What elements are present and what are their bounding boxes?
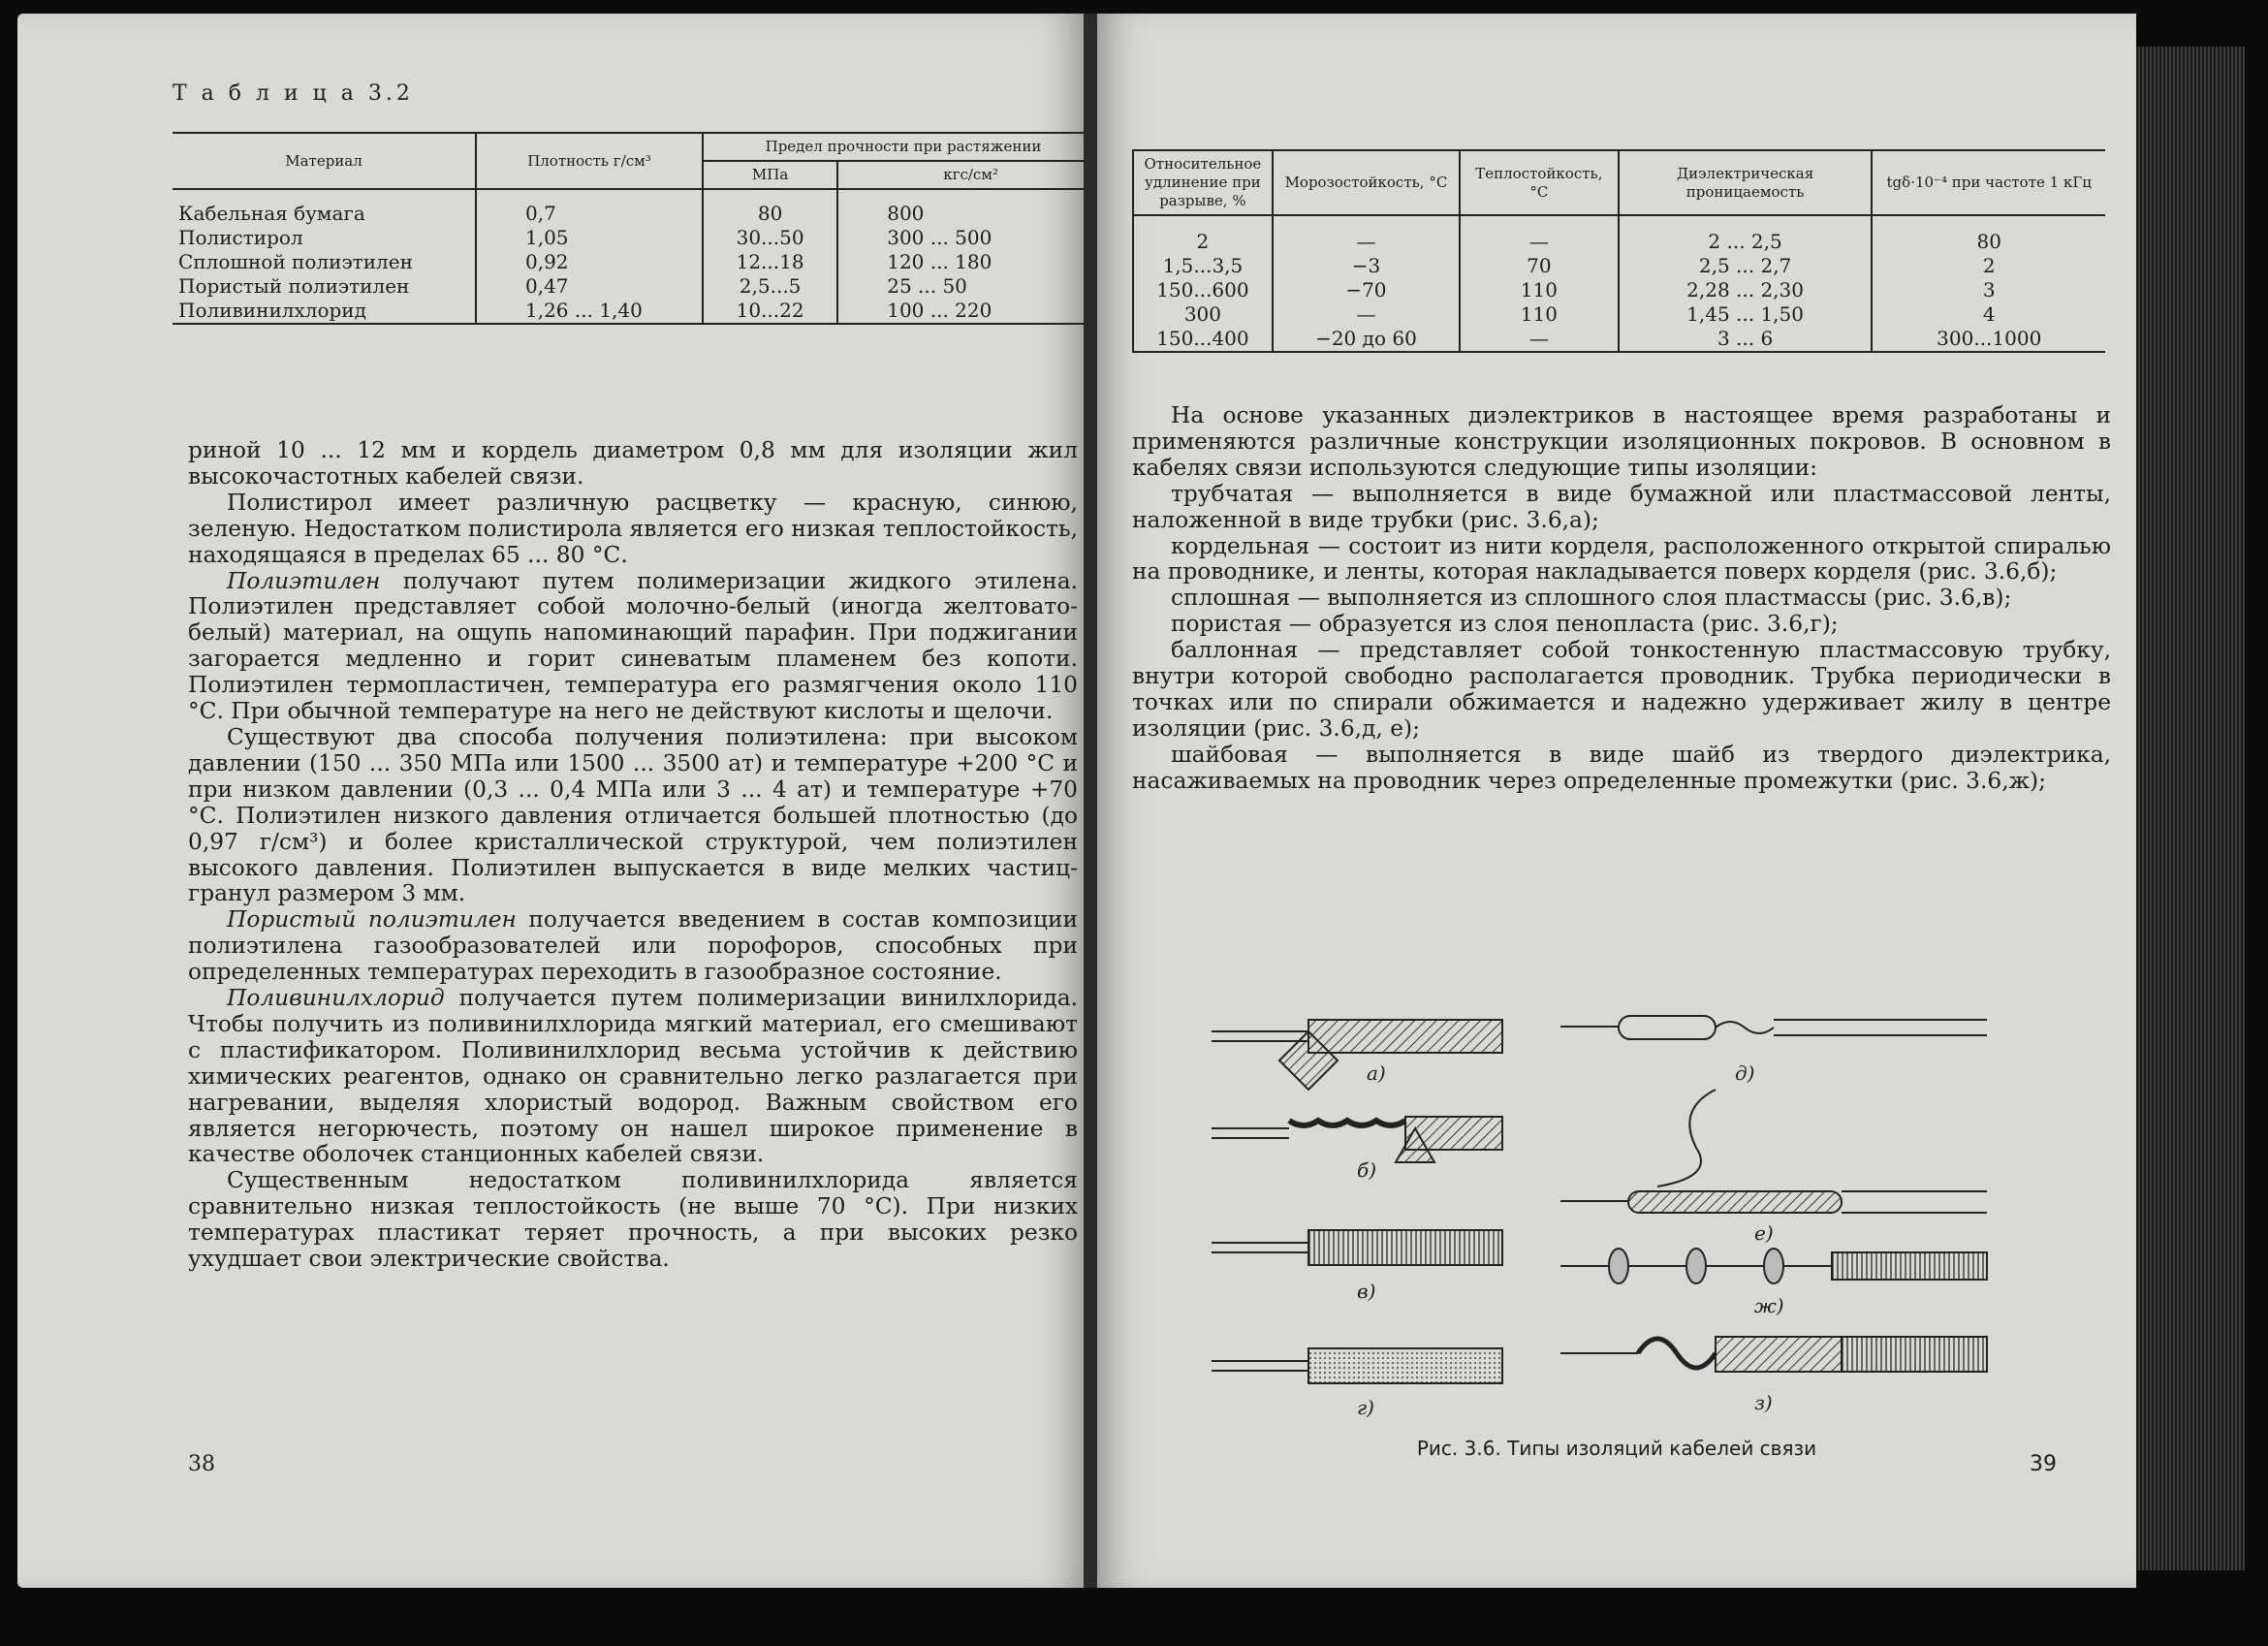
cell: 80 <box>1872 215 2105 254</box>
paragraph <box>188 986 1078 1168</box>
paragraph <box>188 569 1078 725</box>
table-row <box>173 189 1084 226</box>
header-col-2: Теплостойкость, °С <box>1460 150 1619 215</box>
cell-density: 1,05 <box>476 226 703 250</box>
cell-kgs: 800 <box>837 189 1084 226</box>
table-row <box>1133 278 2105 302</box>
cell: 2,28 ... 2,30 <box>1619 278 1873 302</box>
intro-paragraph: На основе указанных диэлектриков в настоящее время разработаны и применяются различные конструкции изоляционных покровов. В основном в кабелях связи используются следующие типы изоляции: <box>1132 402 2111 481</box>
header-col-4: tgδ·10⁻⁴ при частоте 1 кГц <box>1872 150 2105 215</box>
cell: — <box>1273 302 1460 327</box>
cell-mpa: 30...50 <box>703 226 837 250</box>
cell-mpa: 12...18 <box>703 250 837 274</box>
paragraph <box>188 1168 1078 1273</box>
paragraph <box>188 438 1078 491</box>
figure-caption: Рис. 3.6. Типы изоляций кабелей связи <box>1416 1437 1817 1460</box>
term: Полиэтилен <box>227 567 381 594</box>
cell: 3 ... 6 <box>1619 327 1873 352</box>
fig-label-d: д) <box>1735 1061 1755 1085</box>
table-row <box>173 299 1084 324</box>
cell: — <box>1460 327 1619 352</box>
fig-b-cordel <box>1212 1117 1502 1162</box>
right-page-text <box>1132 403 2111 795</box>
paragraph-text: Существуют два способа получения полиэтилена: при высоком давлении (150 ... 350 МПа или 1500 ... 3500 ат) и температуре +200 °С и при низком давлении (0,3 ... 0,4 МПа или 3 ... 4 ат) и температуре +70 °С. Полиэтилен низкого давления отличается большей плотностью (до 0,97 г/см³) и более кристаллической структурой, чем полиэтилен высокого давления. Полиэтилен выпускается в виде мелких частиц-гранул размером 3 мм. <box>188 723 1078 907</box>
cell: 2 <box>1133 215 1273 254</box>
insulation-figure <box>1212 993 2045 1419</box>
header-col-0: Относительное удлинение при разрыве, % <box>1133 150 1273 215</box>
left-page-text <box>188 438 1078 1273</box>
insulation-type-item: пористая — образуется из слоя пенопласта (рис. 3.6,г); <box>1171 611 1839 638</box>
book-gutter <box>1084 14 1097 1588</box>
cell-kgs: 100 ... 220 <box>837 299 1084 324</box>
paragraph-text: получают путем полимеризации жидкого этилена. Полиэтилен представляет собой молочно-белый (иногда желтовато-белый) материал, на ощупь напоминающий парафин. При поджигании загорается медленно и горит синеватым пламенем без копоти. Полиэтилен термопластичен, температура его размягчения около 110 °С. При обычной температуре на него не действуют кислоты и щелочи. <box>188 567 1078 725</box>
header-kgs: кгс/см² <box>837 161 1084 189</box>
cell-kgs: 25 ... 50 <box>837 274 1084 299</box>
insulation-type-item: баллонная — представляет собой тонкостенную пластмассовую трубку, внутри которой свободно располагается проводник. Трубка периодически в точках или по спирали обжимается и надежно удерживает жилу в центре изоляции (рис. 3.6,д, е); <box>1132 637 2111 742</box>
right-page <box>1097 14 2136 1588</box>
header-col-3: Диэлектрическая проницаемость <box>1619 150 1873 215</box>
fig-label-g: г) <box>1357 1396 1374 1419</box>
cell-mpa: 10...22 <box>703 299 837 324</box>
properties-table-right <box>1132 149 2105 353</box>
cell: −70 <box>1273 278 1460 302</box>
cell-mpa: 80 <box>703 189 837 226</box>
fig-g-porous <box>1212 1348 1502 1383</box>
cell: 2 <box>1872 254 2105 278</box>
paragraph-text: получается введением в состав композиции полиэтилена газообразователей или порофоров, способных при определенных температурах переходить в газообразное состояние. <box>188 906 1078 986</box>
cell: 3 <box>1872 278 2105 302</box>
insulation-diagram <box>1212 993 2045 1419</box>
fig-label-b: б) <box>1357 1158 1377 1182</box>
page-number-right: 39 <box>2030 1452 2057 1476</box>
header-density: Плотность г/см³ <box>476 133 703 189</box>
cell: 70 <box>1460 254 1619 278</box>
insulation-type-item: сплошная — выполняется из сплошного слоя пластмассы (рис. 3.6,в); <box>1171 585 2012 612</box>
cell-density: 1,26 ... 1,40 <box>476 299 703 324</box>
cell: 300...1000 <box>1872 327 2105 352</box>
cell: 110 <box>1460 278 1619 302</box>
cell: 1,5...3,5 <box>1133 254 1273 278</box>
table-row <box>173 250 1084 274</box>
fig-e-spiral-balloon <box>1560 1090 1987 1213</box>
fig-label-e: е) <box>1754 1221 1774 1245</box>
cell-kgs: 300 ... 500 <box>837 226 1084 250</box>
paragraph-text: риной 10 ... 12 мм и кордель диаметром 0,8 мм для изоляции жил высокочастотных кабелей связи. <box>188 437 1078 490</box>
cell: −20 до 60 <box>1273 327 1460 352</box>
fig-z-combined <box>1560 1337 1987 1372</box>
cell: 300 <box>1133 302 1273 327</box>
left-page <box>17 14 1084 1588</box>
cell-material: Пористый полиэтилен <box>178 274 410 298</box>
header-material: Материал <box>173 133 476 189</box>
table-row <box>1133 302 2105 327</box>
cell: 150...400 <box>1133 327 1273 352</box>
header-col-1: Морозостойкость, °С <box>1273 150 1460 215</box>
cell: 2,5 ... 2,7 <box>1619 254 1873 278</box>
cell-mpa: 2,5...5 <box>703 274 837 299</box>
term: Пористый полиэтилен <box>227 906 517 934</box>
cell: 1,45 ... 1,50 <box>1619 302 1873 327</box>
cell-density: 0,47 <box>476 274 703 299</box>
fig-label-zh: ж) <box>1754 1294 1784 1317</box>
page-number-left: 38 <box>188 1452 215 1476</box>
table-row <box>173 226 1084 250</box>
cell: — <box>1273 215 1460 254</box>
fig-d-balloon <box>1560 1016 1987 1039</box>
cell-density: 0,7 <box>476 189 703 226</box>
table-row <box>1133 327 2105 352</box>
fig-label-v: в) <box>1357 1280 1376 1303</box>
cell: — <box>1460 215 1619 254</box>
table-row <box>173 274 1084 299</box>
paragraph-text: получается путем полимеризации винилхлорида. Чтобы получить из поливинилхлорида мягкий материал, его смешивают с пластификатором. Поливинилхлорид весьма устойчив к действию химических реагентов, однако он сравнительно легко разлагается при нагревании, выделяя хлористый водород. Важным свойством его является негорючесть, поэтому он нашел широкое применение в качестве оболочек станционных кабелей связи. <box>188 985 1078 1168</box>
fig-a-tubular <box>1212 1020 1502 1090</box>
table-row <box>1133 215 2105 254</box>
term: Поливинилхлорид <box>227 985 445 1012</box>
insulation-type-item: трубчатая — выполняется в виде бумажной или пластмассовой ленты, наложенной в виде трубки (рис. 3.6,а); <box>1132 480 2111 533</box>
cell: 4 <box>1872 302 2105 327</box>
cell-kgs: 120 ... 180 <box>837 250 1084 274</box>
fig-zh-disc <box>1560 1249 1987 1283</box>
header-mpa: МПа <box>703 161 837 189</box>
cell: 110 <box>1460 302 1619 327</box>
table-row <box>1133 254 2105 278</box>
cell-material: Поливинилхлорид <box>178 299 366 322</box>
paragraph <box>188 907 1078 986</box>
header-strength: Предел прочности при растяжении <box>703 133 1084 161</box>
cell: 2 ... 2,5 <box>1619 215 1873 254</box>
paragraph-text: Полистирол имеет различную расцветку — красную, синюю, зеленую. Недостатком полистирола является его низкая теплостойкость, находящаяся в пределах 65 ... 80 °С. <box>188 489 1078 568</box>
properties-table-left <box>173 132 1084 325</box>
insulation-type-item: шайбовая — выполняется в виде шайб из твердого диэлектрика, насаживаемых на проводник через определенные промежутки (рис. 3.6,ж); <box>1132 741 2111 794</box>
insulation-type-item: кордельная — состоит из нити корделя, расположенного открытой спиралью на проводнике, и ленты, которая накладывается поверх корделя (рис. 3.6,б); <box>1132 532 2111 586</box>
fig-label-z: з) <box>1754 1391 1773 1414</box>
table-caption: Т а б л и ц а 3.2 <box>173 81 414 106</box>
cell: 150...600 <box>1133 278 1273 302</box>
paragraph <box>188 725 1078 907</box>
paragraph <box>188 491 1078 569</box>
cell-density: 0,92 <box>476 250 703 274</box>
cell-material: Кабельная бумага <box>178 202 365 225</box>
paragraph-text: Существенным недостатком поливинилхлорида является сравнительно низкая теплостойкость (не выше 70 °С). При низких температурах пластикат теряет прочность, а при высоких резко ухудшает свои электрические свойства. <box>188 1167 1078 1273</box>
fig-v-solid <box>1212 1230 1502 1265</box>
fig-label-a: а) <box>1367 1061 1386 1085</box>
cell-material: Сплошной полиэтилен <box>178 250 413 273</box>
book-page-edges <box>2136 47 2245 1570</box>
cell: −3 <box>1273 254 1460 278</box>
cell-material: Полистирол <box>178 226 303 249</box>
